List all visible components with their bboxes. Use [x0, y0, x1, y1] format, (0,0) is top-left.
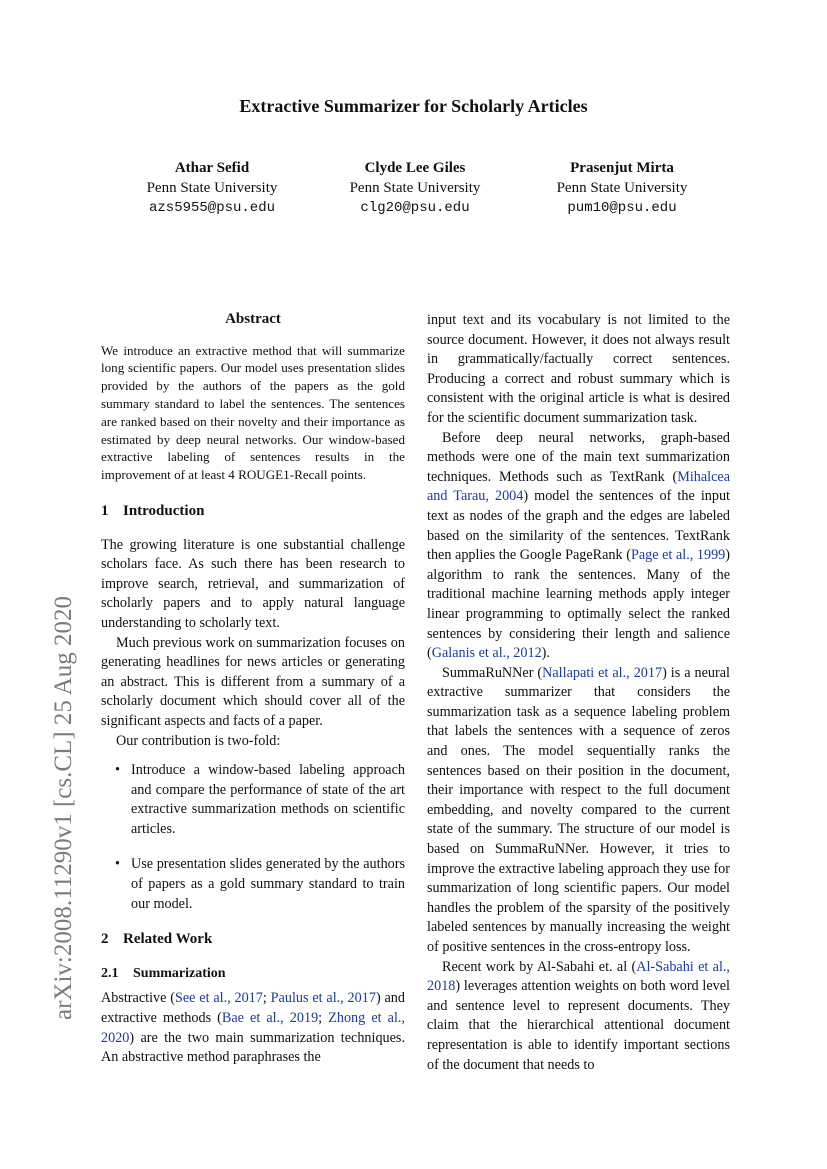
citation-link[interactable]: See et al., 2017: [174, 990, 263, 1007]
right-paragraph-1: input text and its vocabulary is not limited to the source document. However, it does not always result in grammatically/factually correct sentences. Producing a correct and robust summary which is consistent with the original article is what is desired for the scientific document summarization task.: [427, 312, 730, 426]
author-email: azs5955@psu.edu: [148, 200, 276, 216]
citation-link[interactable]: Paulus et al., 2017: [270, 990, 376, 1007]
author-affiliation: Penn State University: [349, 180, 481, 196]
author-2: [315, 158, 515, 218]
citation-link[interactable]: Al-Sabahi et al., 2018: [427, 958, 730, 995]
citation-link[interactable]: Bae et al., 2019: [221, 1010, 319, 1027]
right-paragraph-2: Before deep neural networks, graph-based methods were one of the main text summarization techniques. Methods such as TextRank (Mihalcea and Tarau, 2004) model the sentences of the input text as nodes of the graph and the edges are labeled based on the similarity of the sentences. TextRank then applies the Google PageRank (Page et al., 1999) algorithm to rank the sentences. Many of the traditional machine learning methods apply integer linear programming to optimally select the ranked sentences by considering their length and salience (Galanis et al., 2012).: [427, 429, 730, 662]
author-name: Clyde Lee Giles: [364, 160, 466, 176]
citation-link[interactable]: Nallapati et al., 2017: [542, 664, 663, 681]
author-email: clg20@psu.edu: [360, 200, 470, 216]
list-item: • Introduce a window-based labeling approach and compare the performance of state of the art extractive summarization methods on scientific articles.: [115, 762, 405, 837]
contribution-list: [101, 761, 405, 914]
intro-paragraph-2: Much previous work on summarization focuses on generating headlines for news articles or generating an abstract. This is different from a summary of a scholarly document which should cover all of the significant aspects and facts of a paper.: [101, 634, 405, 729]
abstract-text: We introduce an extractive method that will summarize long scientific papers. Our model uses presentation slides provided by the authors of the papers as the gold summary standard to label the sentences. The sentences are ranked based on their novelty and their importance as estimated by deep neural networks. Our window-based extractive labeling of sentences results in the improvement of at least 4 ROUGE1-Recall points.: [101, 342, 405, 483]
subsection-summarization-heading: 2.1 Summarization: [101, 965, 226, 981]
citation-link[interactable]: Mihalcea and Tarau, 2004: [427, 468, 730, 505]
author-3: [522, 158, 722, 218]
intro-paragraph-1: The growing literature is one substantial challenge scholars face. As such there has been research to improve search, retrieval, and summarization of scholarly papers and to apply natural language understanding to scholarly text.: [101, 536, 405, 631]
citation-link[interactable]: Page et al., 1999: [630, 547, 726, 564]
citation-link[interactable]: Galanis et al., 2012: [431, 645, 542, 662]
abstract-heading: Abstract: [225, 311, 281, 327]
intro-paragraph-3: Our contribution is two-fold:: [116, 732, 281, 749]
section-introduction-heading: 1 Introduction: [101, 502, 205, 519]
author-name: Athar Sefid: [174, 160, 250, 176]
left-column: [101, 310, 405, 1068]
author-email: pum10@psu.edu: [567, 200, 677, 216]
author-affiliation: Penn State University: [556, 180, 688, 196]
section-related-work-heading: 2 Related Work: [101, 931, 213, 948]
citation-link[interactable]: Zhong et al., 2020: [101, 1010, 405, 1046]
paper-title: Extractive Summarizer for Scholarly Articles: [239, 96, 588, 116]
arxiv-stamp: arXiv:2008.11290v1 [cs.CL] 25 Aug 2020: [50, 595, 77, 1020]
author-1: [112, 158, 312, 218]
author-name: Prasenjut Mirta: [570, 160, 674, 176]
right-column: [427, 311, 730, 1075]
list-item: • Use presentation slides generated by the authors of papers as a gold summary standard to train our model.: [115, 856, 405, 912]
right-paragraph-4: Recent work by Al-Sabahi et. al (Al-Sabahi et al., 2018) leverages attention weights on both word level and sentence level to represent documents. They claim that the hierarchical attentional document representation is able to identify important sections of the document that needs to: [427, 958, 730, 1073]
right-paragraph-3: SummaRuNNer (Nallapati et al., 2017) is a neural extractive summarizer that considers the summarization task as a sequence labeling problem that labels the sentences with a sequence of zeros and ones. The model sequentially ranks the sentences based on their position in the document, their importance with respect to the full document embedding, and novelty compared to the current state of the summary. The structure of our model is based on SummaRuNNer. However, it tries to improve the extractive labeling approach they use for summarization of long scientific papers. Our model handles the problem of the sparsity of the positively labeled sentences by manually increasing the weight of positive sentences in the cross-entropy loss.: [427, 664, 730, 955]
author-affiliation: Penn State University: [146, 180, 278, 196]
related-paragraph-1: Abstractive (See et al., 2017; Paulus et al., 2017) and extractive methods (Bae et al., 2019; Zhong et al., 2020) are the two main summarization techniques. An abstractive method paraphrases the: [101, 990, 405, 1066]
